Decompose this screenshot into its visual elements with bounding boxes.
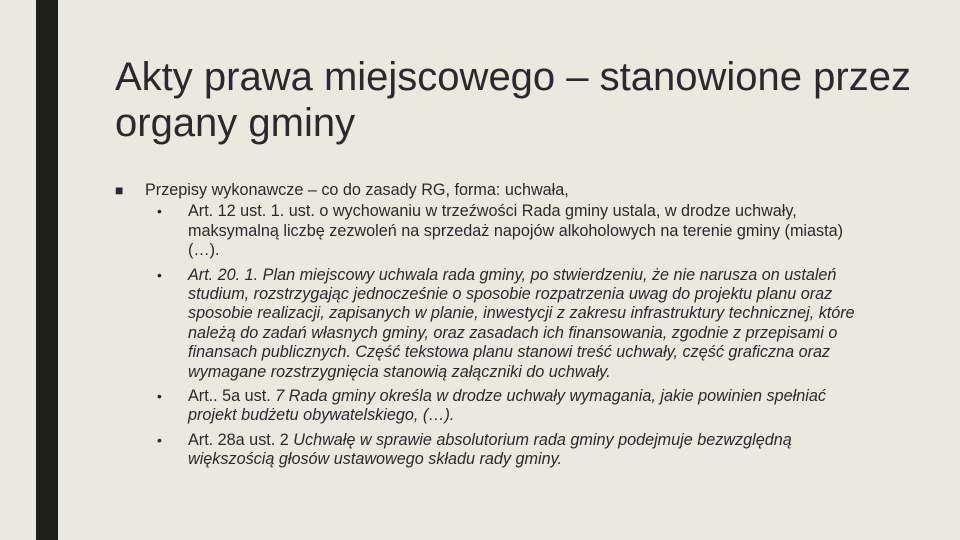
sub-item-text: Art. 12 ust. 1. ust. o wychowaniu w trzeźwości Rada gminy ustala, w drodze uchwały, maksymalną liczbę zezwoleń na sprzedaż napojów alkoholowych na terenie gminy (miasta) (…). <box>188 202 844 260</box>
main-bullet-item <box>115 181 855 470</box>
sub-item-art-28a <box>145 431 855 470</box>
square-bullet-icon: ■ <box>115 182 124 198</box>
dot-bullet-icon: • <box>157 266 162 283</box>
dot-bullet-icon: • <box>157 431 162 448</box>
sub-item-italic-text: Uchwałę w sprawie absolutorium rada gminy podejmuje bezwzględną większością głosów ustawowego składu rady gminy. <box>188 430 792 469</box>
decorative-side-bar <box>36 0 58 540</box>
slide-content <box>115 181 855 470</box>
sub-item-text: Art. 28a ust. 2 <box>188 430 294 449</box>
sub-list <box>145 202 855 469</box>
sub-item-art-20 <box>145 266 855 382</box>
sub-item-italic-text: 7 Rada gminy określa w drodze uchwały wymagania, jakie powinien spełniać projekt budżetu obywatelskiego, (…). <box>188 387 826 425</box>
sub-item-italic-text: Art. 20. 1. Plan miejscowy uchwala rada gminy, po stwierdzeniu, że nie narusza on ustaleń studium, rozstrzygając jednocześnie o sposobie rozpatrzenia uwag do projektu planu oraz sposobie realizacji, zapisanych w planie, inwestycji z zakresu infrastruktury technicznej, które należą do zadań własnych gminy, oraz zasadach ich finansowania, zgodnie z przepisami o finansach publicznych. Część tekstowa planu stanowi treść uchwały, część graficzna oraz wymagane rozstrzygnięcia stanowią załączniki do uchwały. <box>188 265 855 381</box>
sub-item-art-5a <box>145 387 855 426</box>
main-item-text: Przepisy wykonawcze – co do zasady RG, forma: uchwała, <box>145 181 569 199</box>
dot-bullet-icon: • <box>157 388 162 405</box>
sub-item-art-12 <box>145 202 855 260</box>
slide-title: Akty prawa miejscowego – stanowione przez organy gminy <box>115 55 911 145</box>
dot-bullet-icon: • <box>157 203 162 220</box>
sub-item-text: Art.. 5a ust. <box>188 387 276 406</box>
